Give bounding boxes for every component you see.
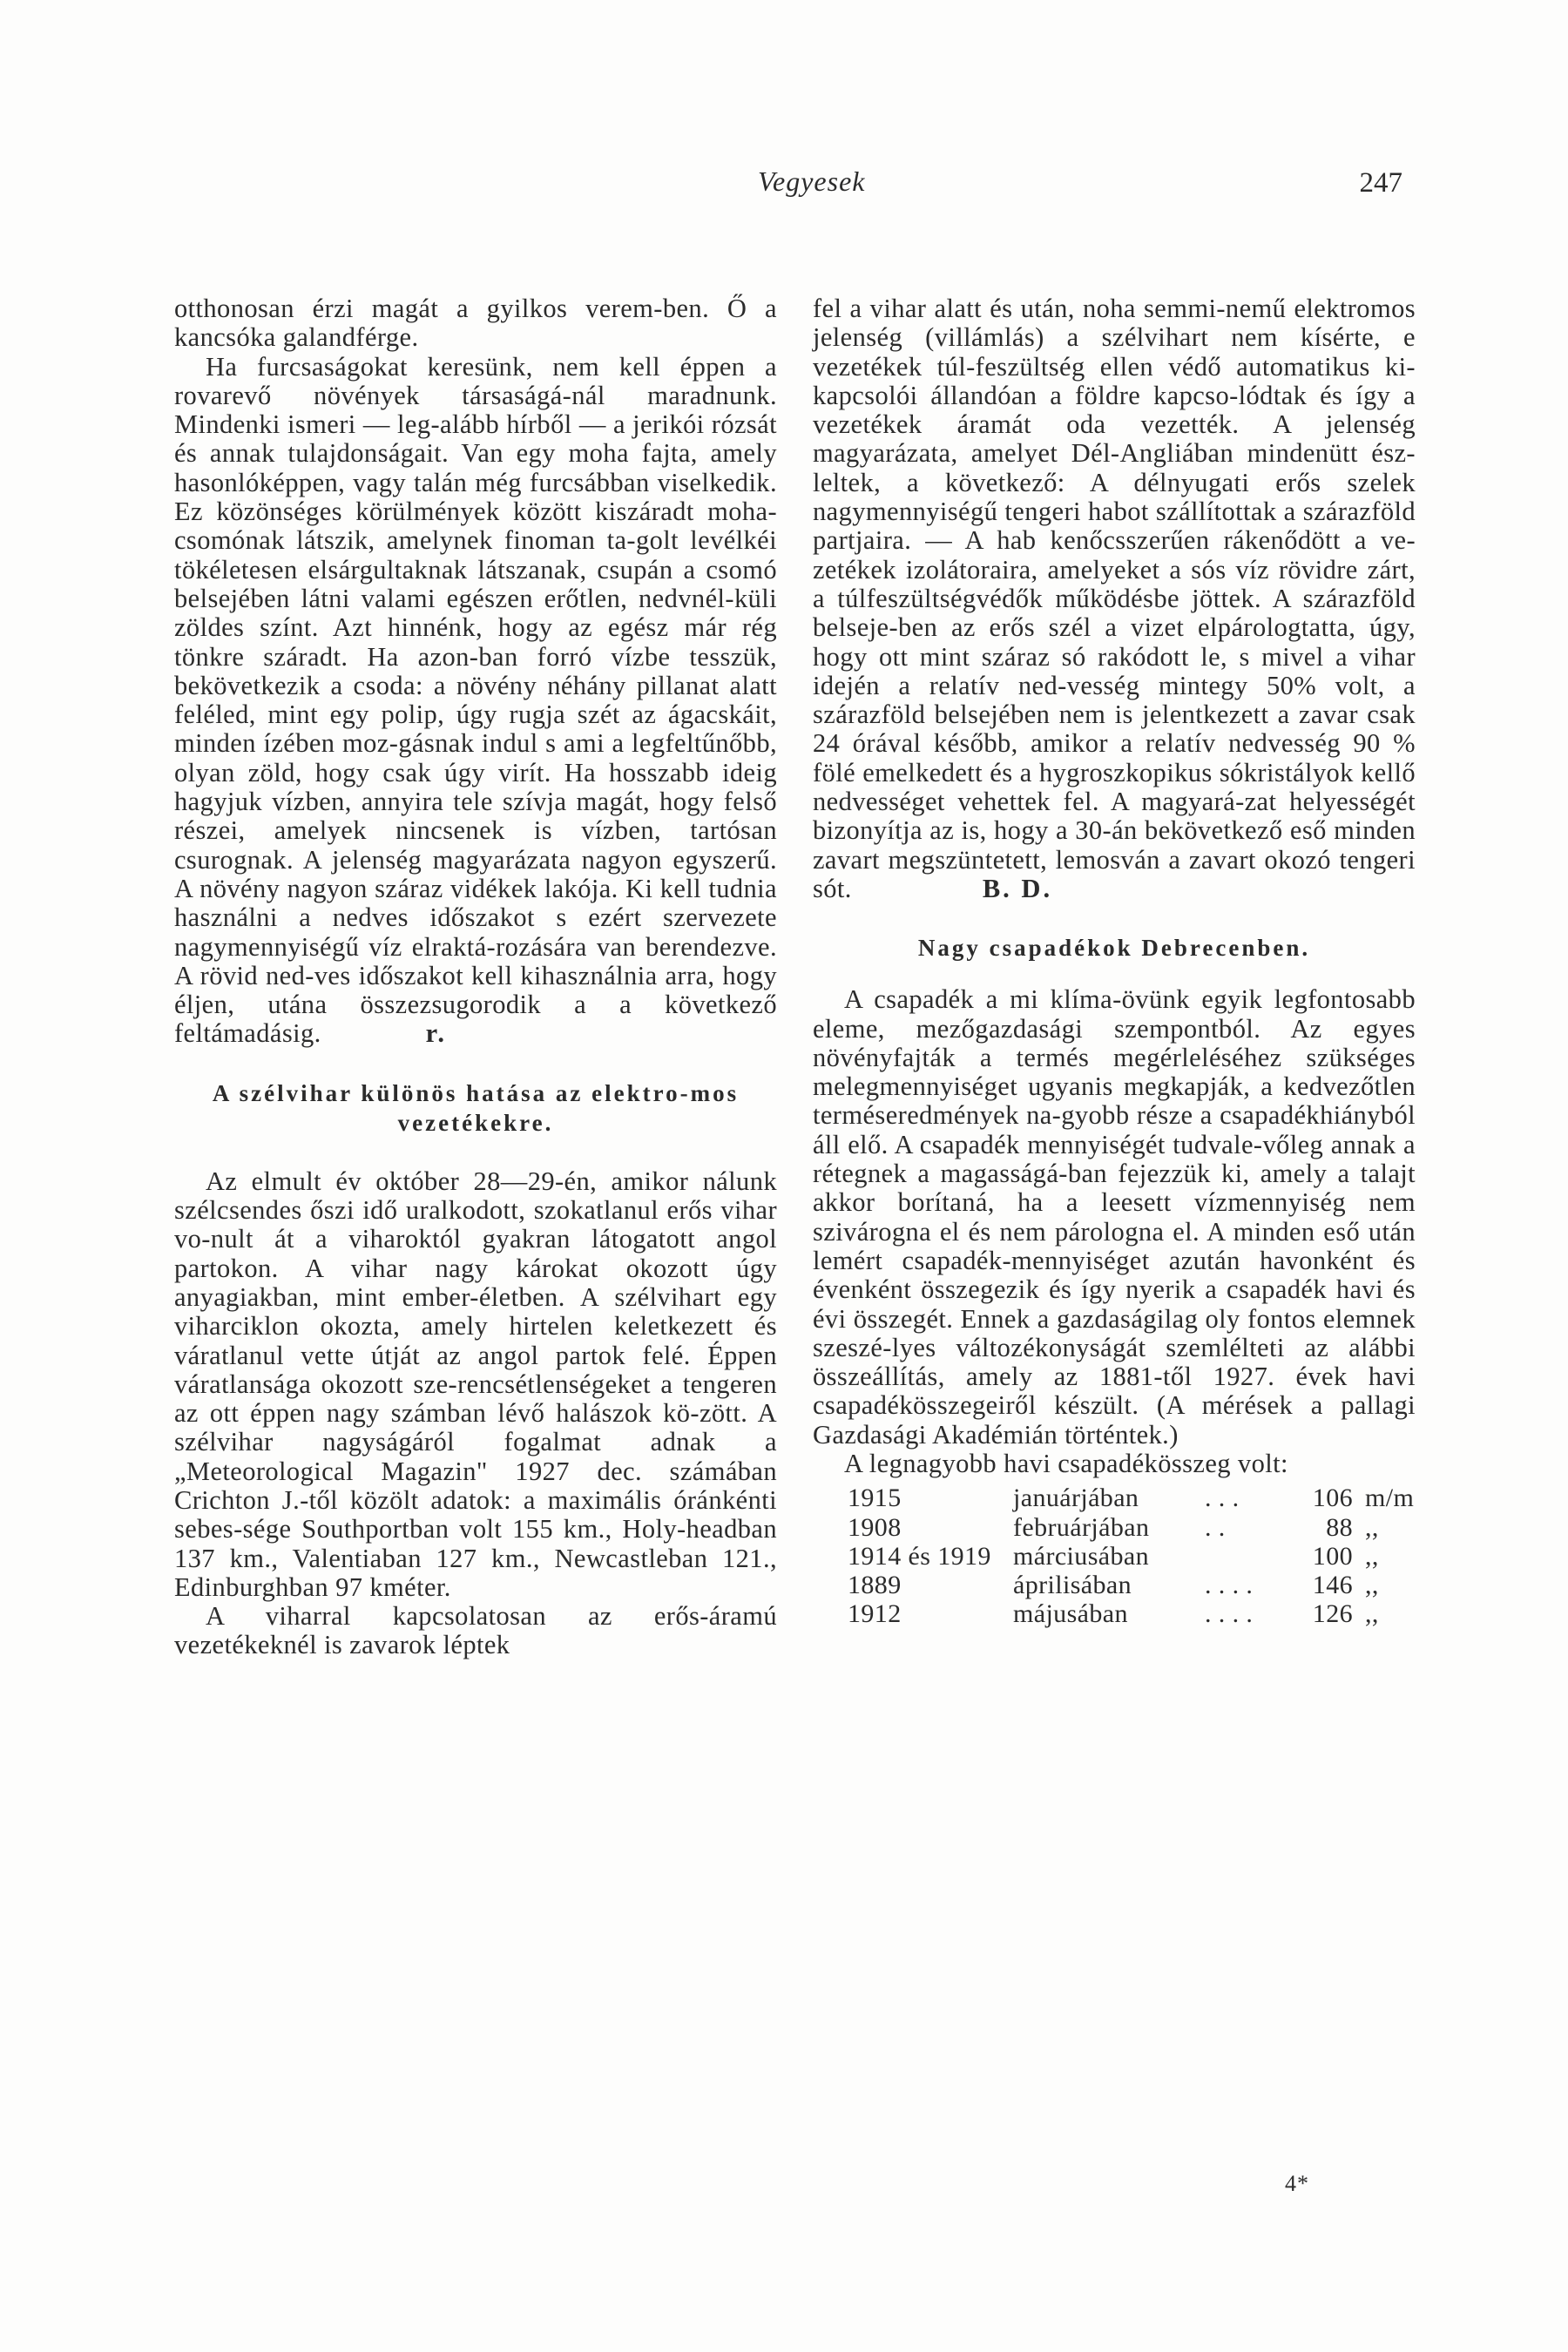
article-heading-windstorm: A szélvihar különös hatása az elektro-mos vezetékekre. xyxy=(212,1079,740,1136)
table-cell-year: 1912 xyxy=(848,1599,902,1629)
table-row xyxy=(813,1571,1416,1599)
table-cell-dots: . . xyxy=(1205,1512,1226,1542)
right-paragraph-1 xyxy=(813,294,1416,903)
table-row xyxy=(813,1542,1416,1571)
table-cell-year: 1889 xyxy=(848,1571,902,1600)
table-row xyxy=(813,1484,1416,1512)
table-cell-year: 1914 és 1919 xyxy=(848,1541,991,1571)
table-cell-month: áprilisában xyxy=(1013,1571,1132,1600)
precipitation-table xyxy=(813,1484,1416,1628)
right-paragraph-1-signature: B. D. xyxy=(982,873,1053,903)
table-cell-unit: ,, xyxy=(1365,1541,1379,1571)
table-cell-dots xyxy=(1205,1542,1283,1571)
right-paragraph-3: A legnagyobb havi csapadékösszeg volt: xyxy=(844,1448,1288,1478)
table-cell-dots: . . . xyxy=(1205,1484,1240,1513)
table-cell-value: 106 xyxy=(1312,1484,1353,1513)
table-row xyxy=(813,1513,1416,1542)
table-cell-unit: ,, xyxy=(1365,1599,1379,1629)
table-cell-unit: ,, xyxy=(1365,1512,1379,1542)
table-cell-dots: . . . . xyxy=(1205,1599,1254,1629)
left-paragraph-2 xyxy=(174,353,777,1049)
table-cell-dots: . . . . xyxy=(1205,1571,1254,1600)
left-paragraph-4: A viharral kapcsolatosan az erős-áramú vezetékeknél is zavarok léptek xyxy=(174,1601,777,1660)
running-head xyxy=(174,166,1402,211)
table-cell-month: januárjában xyxy=(1013,1484,1139,1513)
table-cell-unit: m/m xyxy=(1365,1484,1415,1513)
left-paragraph-3: Az elmult év október 28—29-én, amikor nálunk szélcsendes őszi idő uralkodott, szokatlanul erős vihar vo-nult át a viharoktól gyakran látogatott angol partokon. A vihar nagy károkat okozott úgy anyagiakban, mint ember-életben. A szélvihart egy viharciklon okozta, amely hirtelen keletkezett és váratlanul vette útját az angol partok felé. Éppen váratlansága okozott sze-rencsétlenségeket a tengeren az ott éppen nagy számban lévő halászok kö-zött. A szélvihar nagyságáról fogalmat adnak a „Meteorological Magazin" 1927 dec. számában Crichton J.-től közölt adatok: a maximális óránkénti sebes-sége Southportban volt 155 km., Holy-headban 137 km., Valentiaban 127 km., Newcastleban 121., Edinburghban 97 kméter. xyxy=(174,1166,777,1602)
table-cell-month: februárjában xyxy=(1013,1512,1150,1542)
left-column xyxy=(174,294,777,1660)
table-cell-month: májusában xyxy=(1013,1599,1128,1629)
signature-mark: 4* xyxy=(1285,2171,1309,2196)
left-paragraph-2-signature: r. xyxy=(425,1018,448,1049)
left-paragraph-1: otthonosan érzi magát a gyilkos verem-ben. Ő a kancsóka galandférge. xyxy=(174,294,777,353)
article-heading-precipitation: Nagy csapadékok Debrecenben. xyxy=(917,935,1311,962)
right-paragraph-1-text: fel a vihar alatt és után, noha semmi-nemű elektromos jelenség (villámlás) a szélvihart nem kísérte, e vezetékek túl-feszültség ellen védő automatikus ki-kapcsolói állandóan a földre kapcso-lódtak és így a vezetékek áramát oda vezették. A jelenség magyarázata, amelyet Dél-Angliában mindenütt ész-leltek, a következő: A délnyugati erős szelek nagymennyiségű tengeri habot szállítottak a szárazföld partjaira. — A hab kenőcsszerűen rákenődött a ve-zetékek izolátoraira, amelyeket a sós víz rövidre zárt, a túlfeszültségvédők működésbe jöttek. A szárazföld belseje-ben az erős szél a vizet elpárologtatta, úgy, hogy ott mint száraz só rakódott le, s mivel a vihar idején a relatív ned-vesség mintegy 50% volt, a szárazföld belsejében nem is jelentkezett a zavar csak 24 órával később, amikor a relatív nedvesség 90 % fölé emelkedett és a hygroszkopikus sókristályok kellő nedvességet vehettek fel. A magyará-zat helyességét bizonyítja az is, hogy a 30-án bekövetkező eső minden zavart megszüntetett, lemosván a zavart okozó tengeri sót. xyxy=(813,294,1416,903)
table-cell-unit: ,, xyxy=(1365,1571,1379,1600)
running-title: Vegyesek xyxy=(758,166,866,197)
table-cell-year: 1908 xyxy=(848,1512,902,1542)
right-column xyxy=(813,294,1416,1629)
table-cell-year: 1915 xyxy=(848,1484,902,1513)
left-paragraph-2-text: Ha furcsaságokat keresünk, nem kell éppen a rovarevő növények társaságá-nál maradnunk. Mindenki ismeri — leg-alább hírből — a jerikói rózsát és annak tulajdonságait. Van egy moha fajta, amely hasonlóképpen, vagy talán még furcsábban viselkedik. Ez közönséges körülmények között kiszáradt moha-csomónak látszik, amelynek finoman ta-golt levélkéi tökéletesen elsárgultaknak látszanak, csupán a csomó belsejében látni valami egészen erőtlen, nedvnél-küli zöldes színt. Azt hinnénk, hogy az egész már rég tönkre száradt. Ha azon-ban forró vízbe tesszük, bekövetkezik a csoda: a növény néhány pillanat alatt feléled, mint egy polip, úgy rugja szét az ágacskáit, minden ízében moz-gásnak indul s ami a legfeltűnőbb, olyan zöld, hogy csak úgy virít. Ha hosszabb ideig hagyjuk vízben, annyira tele szívja magát, hogy felső részei, amelyek nincsenek is vízben, tartósan csurognak. A jelenség magyarázata nagyon egyszerű. A növény nagyon száraz vidékek lakója. Ki kell tudnia használni a nedves időszakot s ezért szervezete nagymennyiségű víz elraktá-rozására van berendezve. A rövid ned-ves időszakot kell kihasználnia arra, hogy éljen, utána összezsugorodik a a következő feltámadásig. xyxy=(174,351,777,1049)
table-cell-value: 146 xyxy=(1312,1571,1353,1600)
table-cell-month: márciusában xyxy=(1013,1541,1149,1571)
table-cell-value: 88 xyxy=(1326,1512,1353,1542)
table-cell-value: 100 xyxy=(1312,1541,1353,1571)
right-paragraph-2: A csapadék a mi klíma-övünk egyik legfontosabb eleme, mezőgazdasági szempontból. Az egyes növényfajták a termés megérleléséhez szükséges melegmennyiséget ugyanis megkapják, a kedvezőtlen terméseredmények na-gyobb része a csapadékhiányból áll elő. A csapadék mennyiségét tudvale-vőleg annak a rétegnek a magasságá-ban fejezzük ki, amely a talajt akkor borítaná, ha a leesett vízmennyiség nem szivárogna el és nem párologna el. A minden eső után lemért csapadék-mennyiséget azután havonként és évenként összegezik és így nyerik a csapadék havi és évi összegét. Ennek a gazdaságilag oly fontos elemnek szeszé-lyes változékonyságát szemlélteti az alábbi összeállítás, amely az 1881-től 1927. évek havi csapadékösszegeiről készült. (A mérések a pallagi Gazdasági Akadémián történtek.) xyxy=(813,984,1416,1450)
table-row xyxy=(813,1599,1416,1628)
page-number: 247 xyxy=(1359,167,1402,199)
table-cell-value: 126 xyxy=(1312,1599,1353,1629)
